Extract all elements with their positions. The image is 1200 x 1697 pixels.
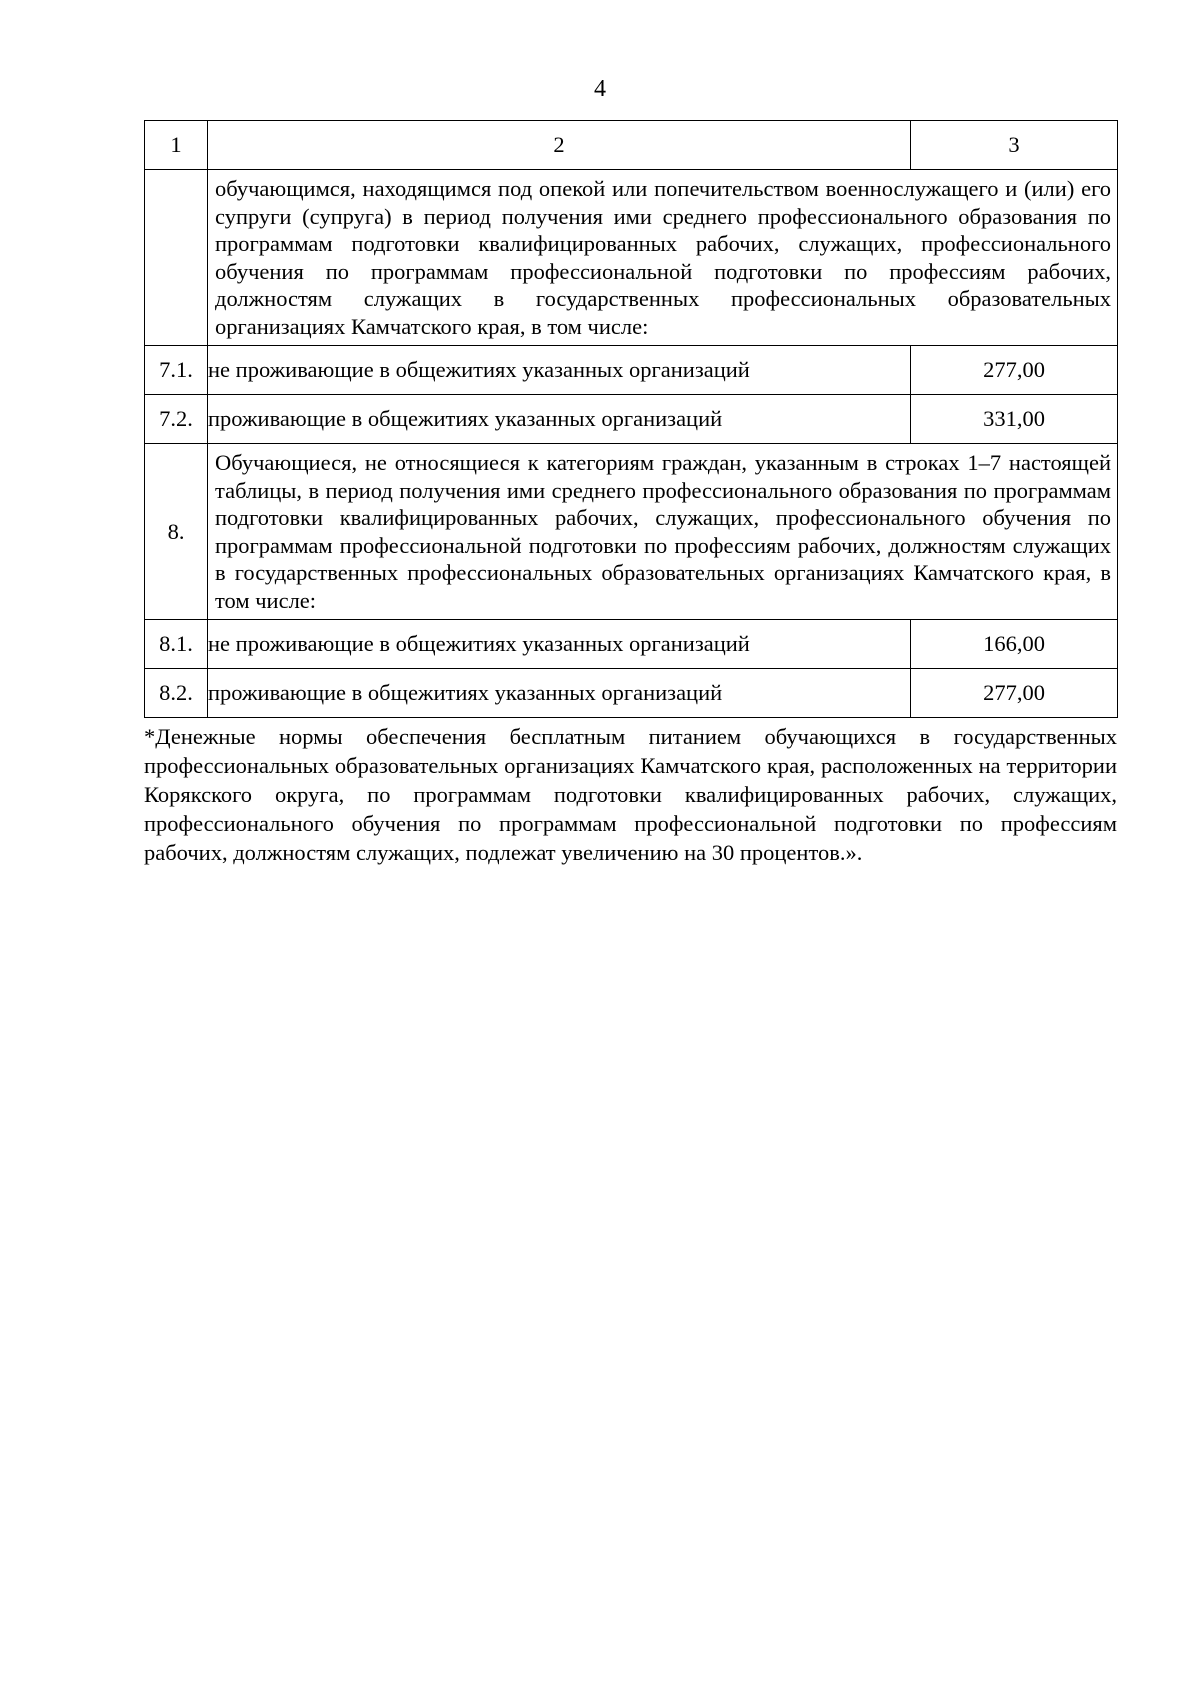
- row-description: не проживающие в общежитиях указанных организаций: [208, 346, 911, 395]
- row-number: [145, 170, 208, 346]
- norms-table: [144, 120, 1118, 718]
- table-row: [145, 395, 1118, 444]
- table-row: [145, 620, 1118, 669]
- row-number: 8.2.: [145, 669, 208, 718]
- row-number: 7.1.: [145, 346, 208, 395]
- table-header-row: [145, 121, 1118, 170]
- row-number: 8.1.: [145, 620, 208, 669]
- row-description: Обучающиеся, не относящиеся к категориям граждан, указанным в строках 1–7 настоящей таблицы, в период получения ими среднего профессионального образования по программам подготовки квалифицированных рабочих, служащих, профессионального обучения по программам профессиональной подготовки по профессиям рабочих, должностям служащих в государственных профессиональных образовательных организациях Камчатского края, в том числе:: [208, 444, 1118, 620]
- row-number: 7.2.: [145, 395, 208, 444]
- row-value: 331,00: [911, 395, 1118, 444]
- row-description: проживающие в общежитиях указанных организаций: [208, 395, 911, 444]
- row-description: не проживающие в общежитиях указанных организаций: [208, 620, 911, 669]
- row-description: проживающие в общежитиях указанных организаций: [208, 669, 911, 718]
- row-value: 277,00: [911, 346, 1118, 395]
- header-cell-2: 2: [208, 121, 911, 170]
- table-row: [145, 669, 1118, 718]
- header-cell-1: 1: [145, 121, 208, 170]
- row-description: обучающимся, находящимся под опекой или попечительством военнослужащего и (или) его супруги (супруга) в период получения ими среднего профессионального образования по программам подготовки квалифицированных рабочих, служащих, профессионального обучения по программам профессиональной подготовки по профессиям рабочих, должностям служащих в государственных профессиональных образовательных организациях Камчатского края, в том числе:: [208, 170, 1118, 346]
- row-number: 8.: [145, 444, 208, 620]
- row-value: 277,00: [911, 669, 1118, 718]
- table-row: [145, 444, 1118, 620]
- page-number: 4: [594, 76, 606, 102]
- footnote: *Денежные нормы обеспечения бесплатным питанием обучающихся в государственных профессиональных образовательных организациях Камчатского края, расположенных на территории Корякского округа, по программам подготовки квалифицированных рабочих, служащих, профессионального обучения по программам профессиональной подготовки по профессиям рабочих, должностям служащих, подлежат увеличению на 30 процентов.».: [144, 724, 1117, 865]
- row-value: 166,00: [911, 620, 1118, 669]
- table-row: [145, 346, 1118, 395]
- table-row: [145, 170, 1118, 346]
- header-cell-3: 3: [911, 121, 1118, 170]
